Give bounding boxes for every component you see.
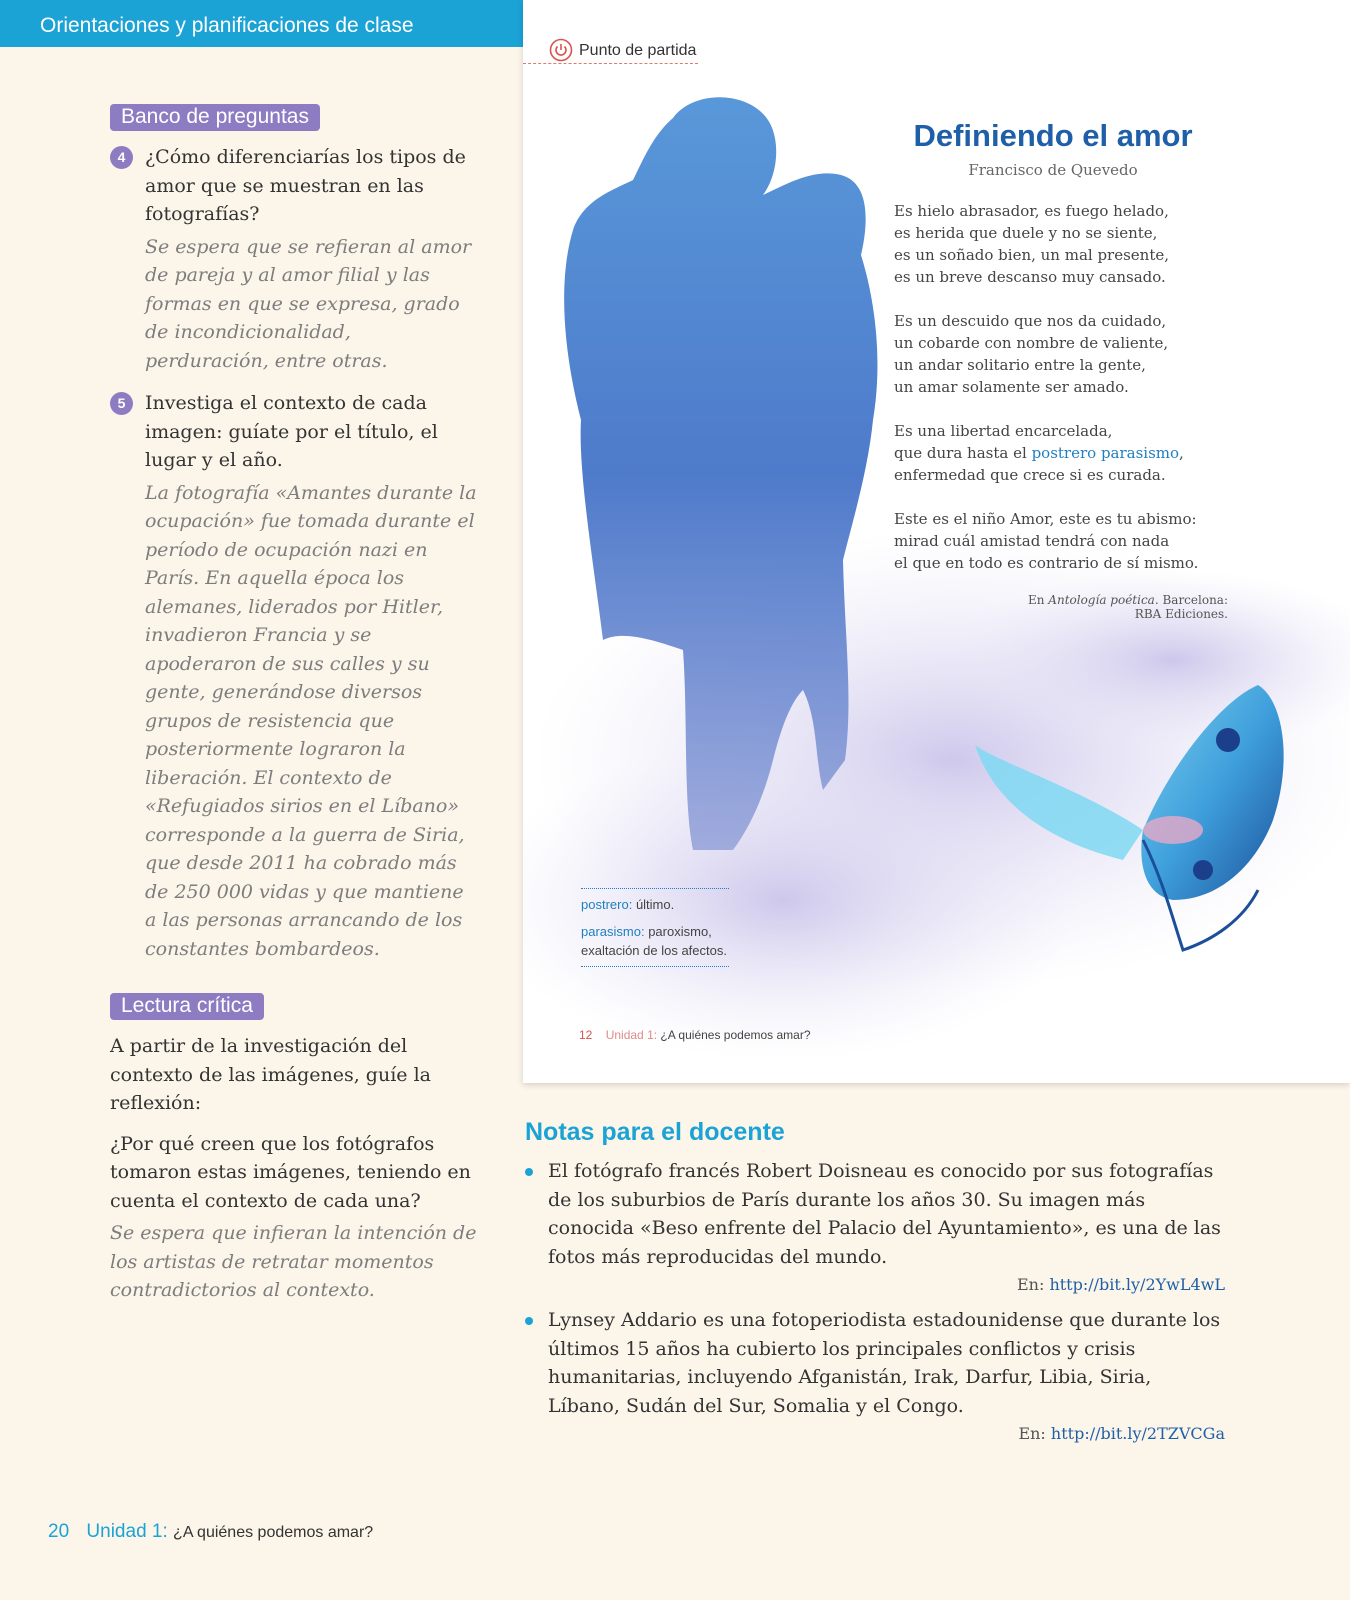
- lectura-question: ¿Por qué creen que los fotógrafos tomaron estas imágenes, teniendo en cuenta el contexto de cada una?: [110, 1132, 471, 1212]
- glossary-divider: [581, 966, 729, 967]
- glossary-highlight: postrero parasismo: [1031, 444, 1180, 462]
- question-4: [110, 143, 480, 375]
- lectura-answer: Se espera que infieran la intención de los artistas de retratar momentos contradictorios al contexto.: [110, 1222, 477, 1301]
- book-footer: [579, 1028, 811, 1042]
- glossary-term: parasismo:: [581, 924, 645, 939]
- verse-tail: ,: [1179, 444, 1184, 462]
- note-source-link[interactable]: http://bit.ly/2TZVCGa: [1050, 1424, 1225, 1443]
- question-5: [110, 389, 480, 963]
- verse: es un soñado bien, un mal presente,: [894, 246, 1170, 264]
- book-unit-title: ¿A quiénes podemos amar?: [660, 1028, 811, 1042]
- banco-label: Banco de preguntas: [110, 104, 320, 131]
- glossary-entry: [581, 895, 729, 914]
- verse: Es una libertad encarcelada,: [894, 422, 1113, 440]
- glossary-divider: [581, 888, 729, 889]
- stanza: [894, 420, 1214, 486]
- poem-body: [894, 200, 1214, 596]
- question-number-badge: 5: [110, 392, 133, 415]
- verse: Este es el niño Amor, este es tu abismo:: [894, 510, 1197, 528]
- verse: Es un descuido que nos da cuidado,: [894, 312, 1167, 330]
- verse: enfermedad que crece si es curada.: [894, 466, 1166, 484]
- source-rest: . Barcelona:: [1154, 593, 1228, 607]
- teacher-notes: [525, 1118, 1225, 1455]
- glossary-entry: [581, 922, 729, 960]
- stanza: [894, 310, 1214, 398]
- glossary-term: postrero:: [581, 897, 633, 912]
- book-page: [523, 0, 1350, 1083]
- question-answer: Se espera que se refieran al amor de pareja y al amor filial y las formas en que se expresa, grado de incondicionalidad, perduración, entre otras.: [145, 235, 472, 372]
- book-page-number: 12: [579, 1028, 593, 1042]
- note-item: [525, 1157, 1225, 1294]
- bullet-icon: [525, 1168, 533, 1176]
- poem-source: [1013, 593, 1228, 621]
- note-source-link[interactable]: http://bit.ly/2YwL4wL: [1049, 1275, 1225, 1294]
- page-footer: [48, 1521, 373, 1543]
- source-work: Antología poética: [1048, 593, 1155, 607]
- verse: un andar solitario entre la gente,: [894, 356, 1146, 374]
- stanza: [894, 200, 1214, 288]
- book-unit-label: Unidad 1:: [605, 1028, 658, 1042]
- header-title: Orientaciones y planificaciones de clase: [40, 14, 414, 37]
- glossary-def: último.: [635, 897, 675, 912]
- section-label: Punto de partida: [579, 42, 697, 59]
- note-source-prefix: En:: [1018, 1424, 1046, 1443]
- verse: es herida que duele y no se siente,: [894, 224, 1158, 242]
- note-source: [548, 1424, 1225, 1443]
- lectura-intro: A partir de la investigación del contexto de las imágenes, guíe la reflexión:: [110, 1035, 431, 1114]
- note-source: [548, 1275, 1225, 1294]
- note-item: [525, 1306, 1225, 1443]
- unit-label: Unidad 1:: [86, 1521, 168, 1542]
- verse: mirad cuál amistad tendrá con nada: [894, 532, 1170, 550]
- notes-title: Notas para el docente: [525, 1118, 785, 1146]
- question-answer: La fotografía «Amantes durante la ocupación» fue tomada durante el período de ocupación nazi en París. En aquella época los alemanes, liderados por Hitler, invadieron Francia y se apoderaron de sus calles y su gente, generándose diversos grupos de resistencia que posteriormente lograron la liberación. El contexto de «Refugiados sirios en el Líbano» corresponde a la guerra de Siria, que desde 2011 ha cobrado más de 250 000 vidas y que mantiene a las personas arrancando de los constantes bombardeos.: [145, 481, 477, 960]
- verse: el que en todo es contrario de sí mismo.: [894, 554, 1199, 572]
- verse: un cobarde con nombre de valiente,: [894, 334, 1169, 352]
- bullet-icon: [525, 1317, 533, 1325]
- lectura-label: Lectura crítica: [110, 993, 264, 1020]
- power-icon: [549, 38, 573, 62]
- verse: un amar solamente ser amado.: [894, 378, 1129, 396]
- page-number: 20: [48, 1521, 70, 1542]
- poem-author: Francisco de Quevedo: [968, 161, 1138, 179]
- verse: es un breve descanso muy cansado.: [894, 268, 1166, 286]
- unit-title: ¿A quiénes podemos amar?: [173, 1524, 374, 1541]
- verse: [894, 442, 1214, 464]
- glossary-def: paroxismo, exaltación de los afectos.: [581, 924, 727, 958]
- stanza: [894, 508, 1214, 574]
- section-underline: [523, 63, 698, 64]
- source-prefix: En: [1027, 593, 1045, 607]
- question-text: Investiga el contexto de cada imagen: guíate por el título, el lugar y el año.: [145, 392, 438, 471]
- source-publisher: RBA Ediciones.: [1134, 607, 1228, 621]
- note-text: El fotógrafo francés Robert Doisneau es conocido por sus fotografías de los suburbios de París durante los años 30. Su imagen más conocida «Beso enfrente del Palacio del Ayuntamiento», es una de las fotos más reproducidas del mundo.: [548, 1160, 1221, 1268]
- verse: Es hielo abrasador, es fuego helado,: [894, 202, 1169, 220]
- glossary: [581, 884, 729, 973]
- question-number-badge: 4: [110, 146, 133, 169]
- poem-title: Definiendo el amor: [913, 118, 1193, 153]
- question-text: ¿Cómo diferenciarías los tipos de amor que se muestran en las fotografías?: [145, 146, 466, 225]
- left-column: [110, 104, 480, 1305]
- verse-start: que dura hasta el: [894, 444, 1027, 462]
- note-text: Lynsey Addario es una fotoperiodista estadounidense que durante los últimos 15 años ha cubierto los principales conflictos y crisis humanitarias, incluyendo Afganistán, Irak, Darfur, Libia, Siria, Líbano, Sudán del Sur, Somalia y el Congo.: [548, 1309, 1221, 1417]
- note-source-prefix: En:: [1016, 1275, 1045, 1294]
